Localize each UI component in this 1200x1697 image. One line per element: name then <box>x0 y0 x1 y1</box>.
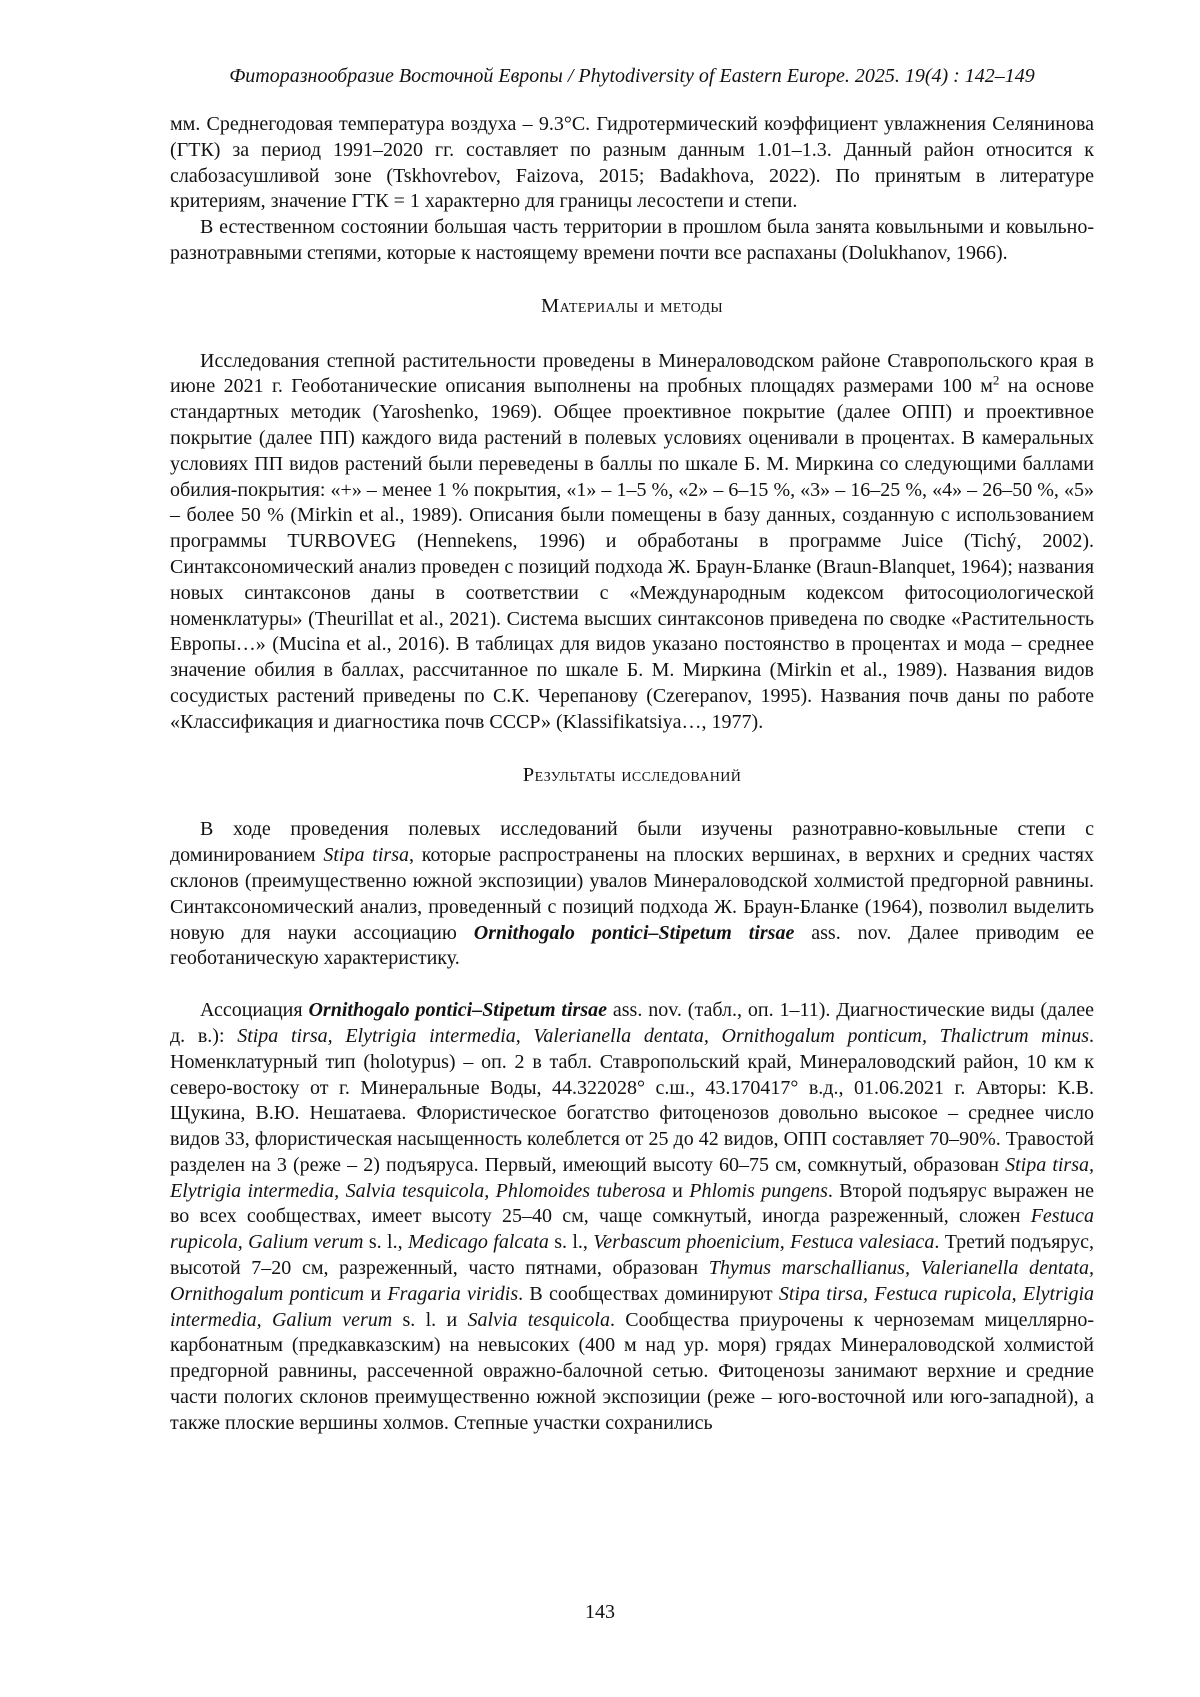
text-run: . Номенклатурный тип (holotypus) – оп. 2 в табл. Ставропольский край, Минераловодский район, 10 км к северо-востоку от г. Минеральные Воды, 44.322028° с.ш., 43.170417° в.д., 01.06.2021 г. Авторы: К.В. Щукина, В.Ю. Нешатаева. Флористическое богатство фитоценозов довольно высокое – среднее число видов 33, флористическая насыщенность колеблется от 25 до 42 видов, ОПП составляет 70–90%. Травостой разделен на 3 (реже – 2) подъяруса. Первый, имеющий высоту 60–75 см, сомкнутый, образован <box>170 1024 1094 1176</box>
page-number: 143 <box>585 1601 615 1623</box>
text-run: s. l. и <box>392 1308 468 1331</box>
text-run: Ornithogalo pontici–Stipetum tirsae <box>473 921 795 944</box>
text-run: и <box>665 1179 690 1202</box>
text-run: . Третий подъярус, высотой 7–20 см, разреженный, часто пятнами, образован <box>170 1231 1095 1280</box>
journal-running-head: Фиторазнообразие Восточной Европы / Phytodiversity of Eastern Europe. 2025. 19(4) : 142–149 <box>229 65 1035 87</box>
text-run: Festuca rupicola, Galium verum <box>170 1205 1094 1254</box>
text-run: Stipa tirsa, Elytrigia intermedia, Salvia tesquicola, Phlomoides tuberosa <box>170 1153 1095 1202</box>
text-run: Medicago falcata <box>407 1231 549 1254</box>
text-run: 2 <box>992 372 1000 388</box>
paragraph-natural-state <box>170 215 1094 267</box>
article-body <box>170 112 1094 1437</box>
section-heading-results: Результаты исследований <box>522 763 742 786</box>
text-run: . Второй подъярус выражен не во всех сообществах, имеет высоту 25–40 см, чаще сомкнутый, иногда разреженный, сложен <box>170 1179 1094 1228</box>
text-run: Stipa tirsa <box>323 844 409 867</box>
paragraph-results-intro <box>170 817 1094 972</box>
paragraph-methods <box>170 349 1094 736</box>
text-run: Verbascum phoenicium, Festuca valesiaca <box>593 1231 935 1254</box>
text-run: и <box>364 1282 388 1305</box>
text-run: на основе стандартных методик (Yaroshenko, 1969). Общее проективное покрытие (далее ОПП) и проективное покрытие (далее ПП) каждого вида растений в полевых условиях оценивали в процентах. В камеральных условиях ПП видов растений были переведены в баллы по шкале Б. М. Миркина со следующими баллами обилия-покрытия: «+» – менее 1 % покрытия, «1» – 1–5 %, «2» – 6–15 %, «3» – 16–25 %, «4» – 26–50 %, «5» – более 50 % (Mirkin et al., 1989). Описания были помещены в базу данных, созданную с использованием программы TURBOVEG (Hennekens, 1996) и обработаны в программе Juice (Tichý, 2002). Синтаксономический анализ проведен с позиций подхода Ж. Браун-Бланке (Braun-Blanquet, 1964); названия новых синтаксонов даны в соответствии с «Международным кодексом фитосоциологической номенклатуры» (Theurillat et al., 2021). Система высших синтаксонов приведена по сводке «Растительность Европы…» (Mucina et al., 2016). В таблицах для видов указано постоянство в процентах и мода – среднее значение обилия в баллах, рассчитанное по шкале Б. М. Миркина (Mirkin et al., 1989). Названия видов сосудистых растений приведены по С.К. Черепанову (Czerepanov, 1995). Названия почв даны по работе «Классификация и диагностика почв СССР» (Klassifikatsiya…, 1977). <box>170 375 1095 733</box>
text-run: s. l., <box>363 1231 408 1254</box>
text-run: мм. Среднегодовая температура воздуха – 9.3°С. Гидротермический коэффициент увлажнения Селянинова (ГТК) за период 1991–2020 гг. составляет по разным данным 1.01–1.3. Данный район относится к слабозасушливой зоне (Tskhovrebov, Faizova, 2015; Badakhova, 2022). По принятым в литературе критериям, значение ГТК = 1 характерно для границы лесостепи и степи. <box>170 113 1094 213</box>
text-run: ass. nov. Далее приводим ее геоботаническую характеристику. <box>170 921 1095 970</box>
text-run: Исследования степной растительности проведены в Минераловодском районе Ставропольского края в июне 2021 г. Геоботанические описания выполнены на пробных площадях размерами 100 м <box>170 349 1094 398</box>
text-run: Ассоциация <box>200 999 309 1022</box>
text-run: Thymus marschallianus, Valerianella dentata, Ornithogalum ponticum <box>170 1257 1094 1305</box>
paragraph-association-description <box>170 998 1094 1437</box>
text-run: Stipa tirsa, Festuca rupicola, Elytrigia intermedia, Galium verum <box>170 1282 1095 1331</box>
text-run: . В сообществах доминируют <box>518 1282 779 1305</box>
section-heading-materials-methods: Материалы и методы <box>540 294 724 317</box>
text-run: Stipa tirsa, Elytrigia intermedia, Valerianella dentata, Ornithogalum ponticum, Thalictrum minus <box>237 1024 1089 1047</box>
text-run: В естественном состоянии большая часть территории в прошлом была занята ковыльными и ковыльно-разнотравными степями, которые к настоящему времени почти все распаханы (Dolukhanov, 1966). <box>170 216 1094 264</box>
paragraph-climate <box>170 112 1094 215</box>
text-run: , которые распространены на плоских вершинах, в верхних и средних частях склонов (преимущественно южной экспозиции) увалов Минераловодской холмистой предгорной равнины. Синтаксономический анализ, проведенный с позиций подхода Ж. Браун-Бланке (1964), позволил выделить новую для науки ассоциацию <box>170 844 1095 944</box>
text-run: Ornithogalo pontici–Stipetum tirsae <box>308 999 607 1022</box>
text-run: Phlomis pungens <box>689 1179 828 1202</box>
text-run: . Сообщества приурочены к черноземам мицеллярно-карбонатным (предкавказским) на невысоких (400 м над ур. моря) грядах Минераловодской холмистой предгорной равнины, рассеченной овражно-балочной сетью. Фитоценозы занимают верхние и средние части пологих склонов преимущественно южной экспозиции (реже – юго-восточной или юго-западной), а также плоские вершины холмов. Степные участки сохранились <box>170 1308 1095 1434</box>
text-run: ass. nov. (табл., оп. 1–11). Диагностические виды (далее д. в.): <box>170 999 1094 1047</box>
text-run: В ходе проведения полевых исследований были изучены разнотравно-ковыльные степи с доминированием <box>170 818 1094 867</box>
text-run: s. l., <box>548 1231 594 1254</box>
text-run: Fragaria viridis <box>387 1282 519 1305</box>
text-run: Salvia tesquicola <box>467 1308 610 1331</box>
